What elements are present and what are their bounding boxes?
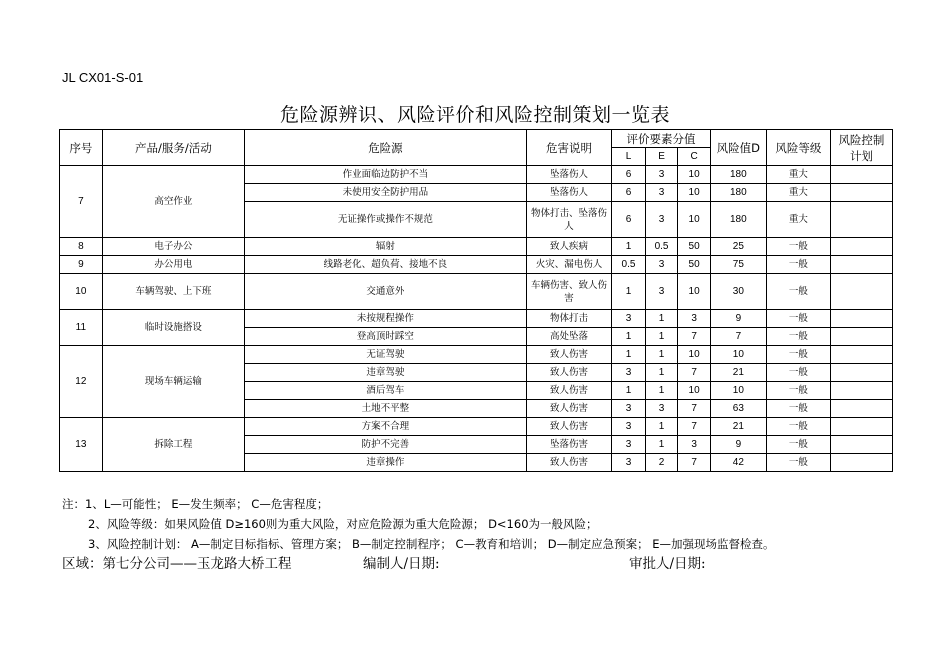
footer-preparer: 编制人/日期: (363, 556, 440, 572)
cell-risk-level: 一般 (766, 418, 830, 436)
cell-seq: 8 (60, 238, 103, 256)
cell-risk-value: 180 (710, 166, 766, 184)
cell-hazard: 无证操作或操作不规范 (245, 202, 527, 238)
cell-c-score: 10 (678, 184, 711, 202)
cell-e-score: 3 (645, 202, 678, 238)
cell-control-plan (830, 238, 892, 256)
cell-l-score: 3 (612, 310, 646, 328)
table-row (60, 310, 893, 328)
cell-seq: 12 (60, 346, 103, 418)
cell-risk-value: 25 (710, 238, 766, 256)
cell-e-score: 1 (645, 382, 678, 400)
cell-hazard: 违章操作 (245, 454, 527, 472)
cell-c-score: 7 (678, 418, 711, 436)
cell-l-score: 1 (612, 274, 646, 310)
cell-product: 拆除工程 (102, 418, 244, 472)
cell-control-plan (830, 418, 892, 436)
cell-harm: 坠落伤人 (526, 184, 611, 202)
cell-hazard: 作业面临边防护不当 (245, 166, 527, 184)
cell-risk-value: 9 (710, 436, 766, 454)
cell-l-score: 3 (612, 400, 646, 418)
cell-e-score: 3 (645, 184, 678, 202)
cell-risk-value: 21 (710, 364, 766, 382)
cell-c-score: 3 (678, 436, 711, 454)
note-line-2: 2、风险等级：如果风险值 D≥160则为重大风险，对应危险源为重大危险源； D<160为一般风险； (88, 517, 598, 531)
cell-risk-value: 180 (710, 202, 766, 238)
document-code: JL CX01-S-01 (62, 70, 144, 85)
cell-risk-value: 75 (710, 256, 766, 274)
cell-risk-level: 一般 (766, 364, 830, 382)
cell-c-score: 7 (678, 454, 711, 472)
cell-l-score: 1 (612, 382, 646, 400)
cell-harm: 高处坠落 (526, 328, 611, 346)
header-risk-value: 风险值D (710, 130, 766, 166)
cell-hazard: 未使用安全防护用品 (245, 184, 527, 202)
cell-control-plan (830, 256, 892, 274)
cell-risk-level: 一般 (766, 238, 830, 256)
cell-hazard: 交通意外 (245, 274, 527, 310)
cell-harm: 车辆伤害、致人伤害 (526, 274, 611, 310)
cell-risk-level: 重大 (766, 202, 830, 238)
cell-risk-level: 一般 (766, 346, 830, 364)
cell-c-score: 50 (678, 256, 711, 274)
cell-risk-level: 一般 (766, 436, 830, 454)
cell-l-score: 6 (612, 184, 646, 202)
cell-harm: 致人伤害 (526, 418, 611, 436)
cell-product: 现场车辆运输 (102, 346, 244, 418)
cell-e-score: 3 (645, 274, 678, 310)
cell-e-score: 3 (645, 166, 678, 184)
cell-l-score: 1 (612, 238, 646, 256)
cell-risk-value: 10 (710, 346, 766, 364)
cell-hazard: 违章驾驶 (245, 364, 527, 382)
cell-risk-level: 一般 (766, 400, 830, 418)
table-row (60, 418, 893, 436)
cell-risk-level: 一般 (766, 454, 830, 472)
cell-product: 电子办公 (102, 238, 244, 256)
cell-l-score: 3 (612, 436, 646, 454)
cell-e-score: 1 (645, 364, 678, 382)
cell-harm: 物体打击 (526, 310, 611, 328)
header-control: 风险控制计划 (830, 130, 892, 166)
cell-e-score: 2 (645, 454, 678, 472)
cell-control-plan (830, 166, 892, 184)
cell-harm: 火灾、漏电伤人 (526, 256, 611, 274)
header-L: L (612, 148, 646, 166)
header-C: C (678, 148, 711, 166)
cell-hazard: 线路老化、超负荷、接地不良 (245, 256, 527, 274)
header-risk-level: 风险等级 (766, 130, 830, 166)
header-product: 产品/服务/活动 (102, 130, 244, 166)
cell-seq: 10 (60, 274, 103, 310)
cell-c-score: 7 (678, 364, 711, 382)
header-harm: 危害说明 (526, 130, 611, 166)
cell-hazard: 土地不平整 (245, 400, 527, 418)
cell-e-score: 0.5 (645, 238, 678, 256)
cell-hazard: 辐射 (245, 238, 527, 256)
cell-e-score: 3 (645, 400, 678, 418)
cell-e-score: 1 (645, 418, 678, 436)
cell-hazard: 未按规程操作 (245, 310, 527, 328)
cell-control-plan (830, 310, 892, 328)
cell-risk-level: 一般 (766, 274, 830, 310)
cell-risk-value: 63 (710, 400, 766, 418)
cell-hazard: 防护不完善 (245, 436, 527, 454)
cell-harm: 致人伤害 (526, 346, 611, 364)
cell-risk-value: 7 (710, 328, 766, 346)
cell-l-score: 1 (612, 328, 646, 346)
cell-control-plan (830, 274, 892, 310)
cell-risk-level: 一般 (766, 328, 830, 346)
cell-risk-level: 一般 (766, 382, 830, 400)
cell-l-score: 3 (612, 364, 646, 382)
cell-risk-level: 重大 (766, 184, 830, 202)
footer-approver: 审批人/日期: (629, 556, 706, 572)
notes (62, 494, 775, 554)
cell-risk-value: 180 (710, 184, 766, 202)
cell-l-score: 6 (612, 166, 646, 184)
cell-e-score: 3 (645, 256, 678, 274)
cell-l-score: 3 (612, 418, 646, 436)
cell-product: 临时设施搭设 (102, 310, 244, 346)
cell-c-score: 50 (678, 238, 711, 256)
note-line-1: 注：1、L—可能性； E—发生频率； C—危害程度； (62, 497, 329, 511)
cell-risk-level: 一般 (766, 310, 830, 328)
header-eval-factors: 评价要素分值 (612, 130, 711, 148)
cell-risk-value: 30 (710, 274, 766, 310)
cell-e-score: 1 (645, 328, 678, 346)
cell-risk-level: 重大 (766, 166, 830, 184)
cell-l-score: 3 (612, 454, 646, 472)
table-row (60, 346, 893, 364)
cell-harm: 致人疾病 (526, 238, 611, 256)
cell-product: 高空作业 (102, 166, 244, 238)
cell-harm: 物体打击、坠落伤人 (526, 202, 611, 238)
cell-c-score: 7 (678, 400, 711, 418)
cell-e-score: 1 (645, 436, 678, 454)
table-row (60, 256, 893, 274)
header-seq: 序号 (60, 130, 103, 166)
cell-risk-value: 21 (710, 418, 766, 436)
cell-c-score: 7 (678, 328, 711, 346)
cell-l-score: 6 (612, 202, 646, 238)
cell-l-score: 1 (612, 346, 646, 364)
cell-product: 办公用电 (102, 256, 244, 274)
cell-hazard: 酒后驾车 (245, 382, 527, 400)
cell-harm: 致人伤害 (526, 454, 611, 472)
cell-hazard: 无证驾驶 (245, 346, 527, 364)
cell-seq: 9 (60, 256, 103, 274)
cell-e-score: 1 (645, 310, 678, 328)
table-row (60, 238, 893, 256)
cell-control-plan (830, 436, 892, 454)
cell-control-plan (830, 364, 892, 382)
cell-seq: 13 (60, 418, 103, 472)
cell-harm: 致人伤害 (526, 382, 611, 400)
page-title: 危险源辨识、风险评价和风险控制策划一览表 (279, 104, 670, 126)
cell-c-score: 10 (678, 274, 711, 310)
footer-area: 区域：第七分公司——玉龙路大桥工程 (62, 556, 292, 572)
risk-table (59, 129, 893, 472)
cell-harm: 坠落伤人 (526, 166, 611, 184)
cell-c-score: 10 (678, 166, 711, 184)
cell-harm: 坠落伤害 (526, 436, 611, 454)
cell-c-score: 3 (678, 310, 711, 328)
cell-product: 车辆驾驶、上下班 (102, 274, 244, 310)
cell-e-score: 1 (645, 346, 678, 364)
cell-risk-level: 一般 (766, 256, 830, 274)
cell-l-score: 0.5 (612, 256, 646, 274)
cell-c-score: 10 (678, 346, 711, 364)
cell-seq: 11 (60, 310, 103, 346)
cell-control-plan (830, 454, 892, 472)
table-row (60, 166, 893, 184)
header-E: E (645, 148, 678, 166)
table-row (60, 274, 893, 310)
cell-risk-value: 10 (710, 382, 766, 400)
cell-control-plan (830, 400, 892, 418)
cell-control-plan (830, 382, 892, 400)
cell-harm: 致人伤害 (526, 364, 611, 382)
cell-risk-value: 9 (710, 310, 766, 328)
cell-control-plan (830, 346, 892, 364)
cell-control-plan (830, 328, 892, 346)
note-line-3: 3、风险控制计划： A—制定目标指标、管理方案； B—制定控制程序； C—教育和培训； D—制定应急预案； E—加强现场监督检查。 (88, 537, 775, 551)
cell-hazard: 登高顶时踩空 (245, 328, 527, 346)
cell-control-plan (830, 184, 892, 202)
header-hazard: 危险源 (245, 130, 527, 166)
cell-c-score: 10 (678, 382, 711, 400)
cell-c-score: 10 (678, 202, 711, 238)
cell-seq: 7 (60, 166, 103, 238)
cell-risk-value: 42 (710, 454, 766, 472)
cell-harm: 致人伤害 (526, 400, 611, 418)
cell-control-plan (830, 202, 892, 238)
cell-hazard: 方案不合理 (245, 418, 527, 436)
